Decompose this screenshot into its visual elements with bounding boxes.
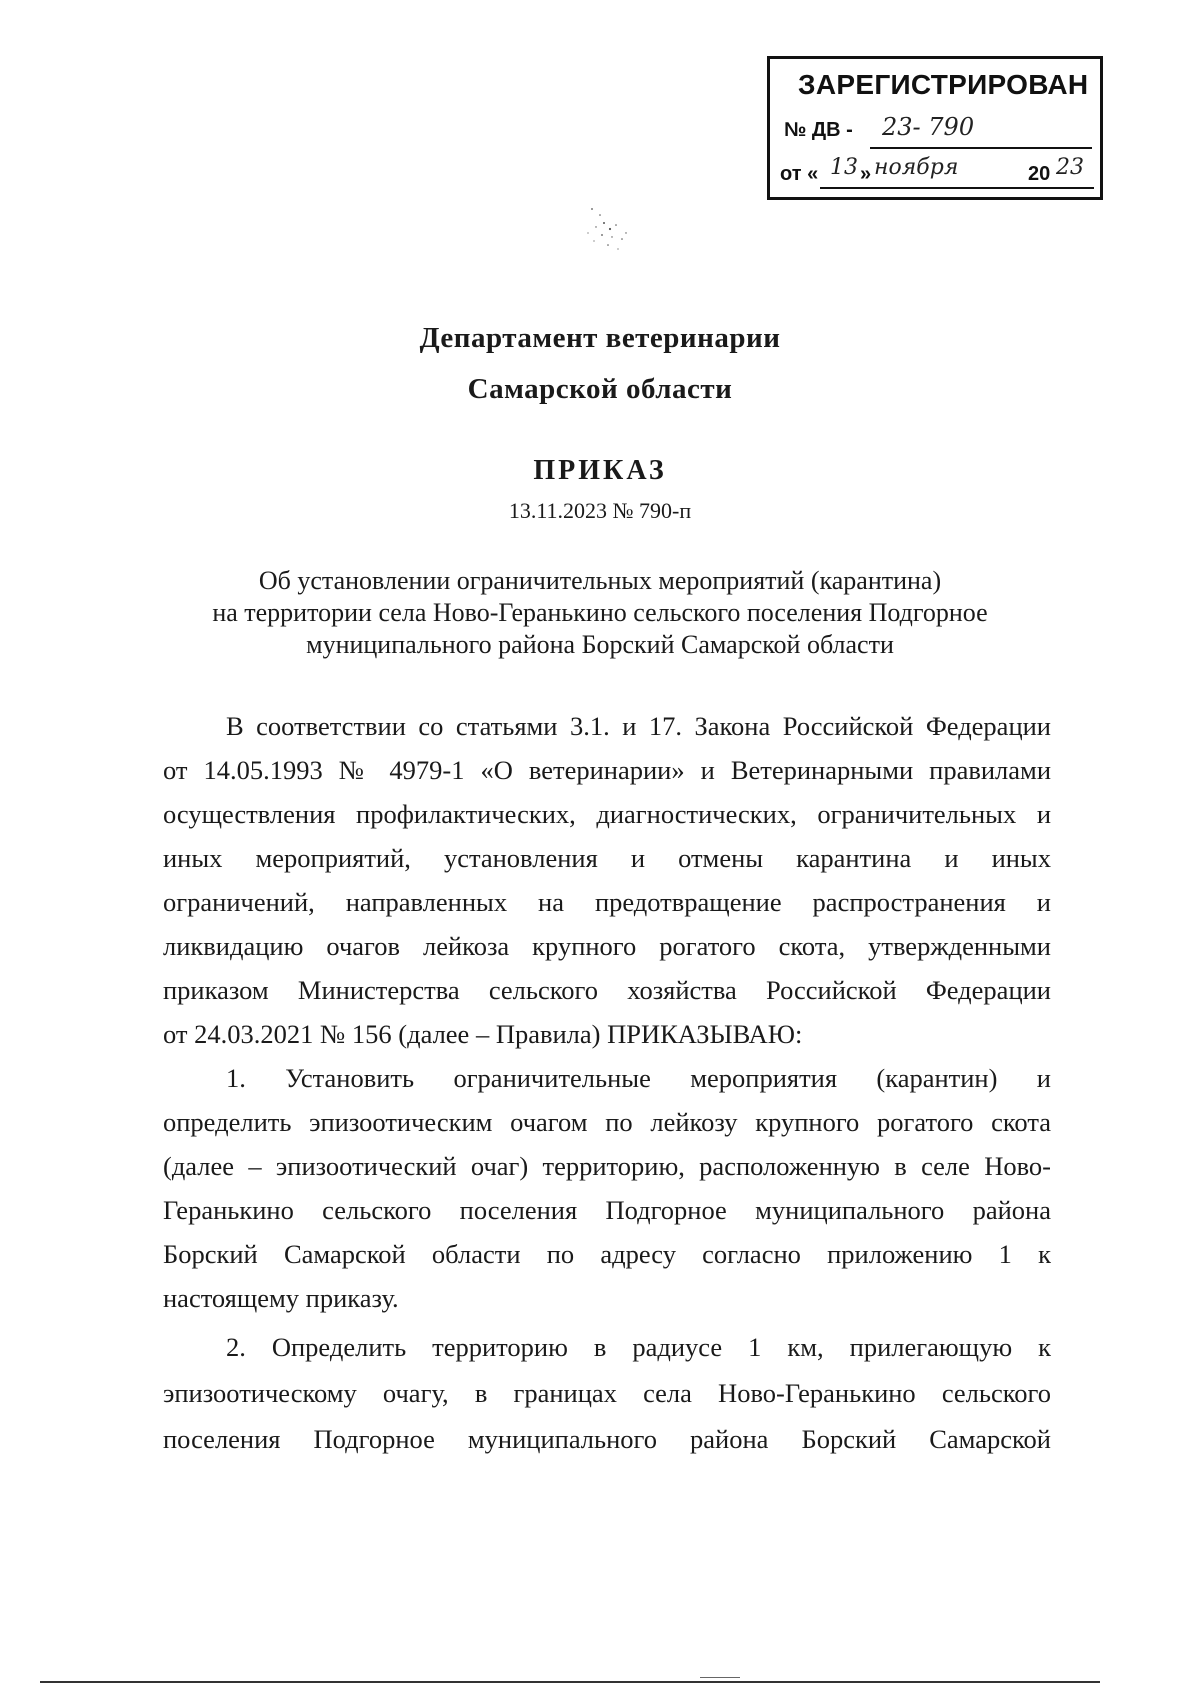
body-line: поселения Подгорное муниципального района Борский Самарской	[163, 1424, 1051, 1454]
body-line: 2. Определить территорию в радиусе 1 км, прилегающую к	[226, 1332, 1051, 1362]
stamp-date-month: ноября	[874, 155, 959, 180]
body-line: (далее – эпизоотический очаг) территорию, расположенную в селе Ново-	[163, 1151, 1051, 1181]
body-line: ограничений, направленных на предотвращение распространения и	[163, 887, 1051, 917]
subject-line: Об установлении ограничительных мероприятий (карантина)	[258, 566, 942, 595]
body-line: иных мероприятий, установления и отмены карантина и иных	[163, 843, 1051, 873]
stamp-title: ЗАРЕГИСТРИРОВАН	[798, 69, 1089, 100]
subject-line: на территории села Ново-Геранькино сельского поселения Подгорное	[212, 598, 988, 627]
stamp-number-prefix: № ДВ -	[784, 119, 853, 141]
stamp-date-prefix: от «	[780, 163, 819, 185]
stamp-date-day: 13	[830, 155, 858, 180]
stamp-number-handwritten: 23- 790	[882, 113, 975, 141]
stamp-date-year: 23	[1056, 155, 1084, 180]
stamp-number-row	[784, 119, 853, 142]
stamp-date-mid: »	[860, 163, 872, 185]
scan-edge-line	[40, 1681, 1100, 1683]
subject-line: муниципального района Борский Самарской области	[306, 630, 894, 659]
body-line: осуществления профилактических, диагностических, ограничительных и	[163, 799, 1051, 829]
body-line: определить эпизоотическим очагом по лейкозу крупного рогатого скота	[163, 1107, 1051, 1137]
body-line: приказом Министерства сельского хозяйства Российской Федерации	[163, 975, 1051, 1005]
body-line: 1. Установить ограничительные мероприятия (карантин) и	[226, 1063, 1051, 1093]
department-region: Самарской области	[467, 373, 733, 405]
document-type: ПРИКАЗ	[533, 455, 667, 486]
body-line: В соответствии со статьями 3.1. и 17. Закона Российской Федерации	[226, 711, 1051, 741]
department-name: Департамент ветеринарии	[419, 322, 781, 354]
scan-speckle	[582, 205, 632, 265]
stamp-date-row	[780, 163, 818, 186]
body-line: от 24.03.2021 № 156 (далее – Правила) ПРИКАЗЫВАЮ:	[163, 1019, 803, 1049]
body-line: Борский Самарской области по адресу согласно приложению 1 к	[163, 1239, 1051, 1269]
scan-edge-mark	[700, 1677, 740, 1678]
body-line: настоящему приказу.	[163, 1283, 399, 1313]
document-number: 13.11.2023 № 790-п	[508, 498, 692, 523]
body-line: ликвидацию очагов лейкоза крупного рогатого скота, утвержденными	[163, 931, 1051, 961]
body-line: Геранькино сельского поселения Подгорное муниципального района	[163, 1195, 1051, 1225]
body-line: от 14.05.1993 № 4979-1 «О ветеринарии» и Ветеринарными правилами	[163, 755, 1051, 785]
document-subject	[0, 565, 1200, 661]
registration-stamp	[767, 56, 1103, 200]
stamp-date-underline	[820, 187, 1094, 189]
stamp-date-year-prefix: 20	[1028, 163, 1051, 185]
body-line: эпизоотическому очагу, в границах села Ново-Геранькино сельского	[163, 1378, 1051, 1408]
stamp-number-underline	[870, 147, 1092, 149]
